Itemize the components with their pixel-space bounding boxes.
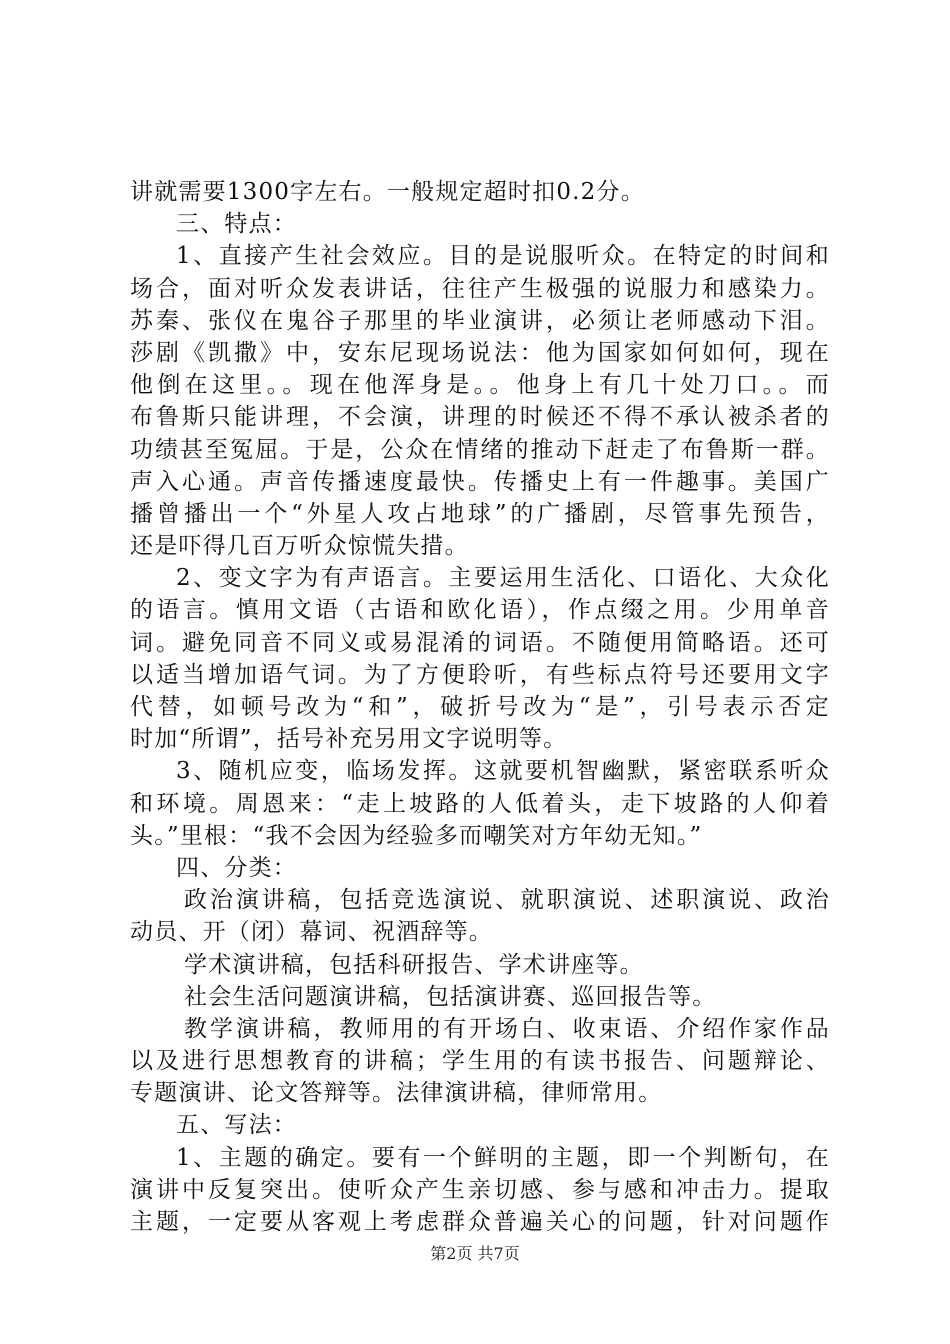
text-line: 1、直接产生社会效应。目的是说服听众。在特定的时间和 — [176, 243, 830, 270]
text-line: 和环境。周恩来：“走上坡路的人低着头，走下坡路的人仰着 — [130, 790, 830, 817]
document-body — [130, 176, 830, 1238]
text-line: 苏秦、张仪在鬼谷子那里的毕业演讲，必须让老师感动下泪。 — [130, 307, 830, 334]
text-line: 2、变文字为有声语言。主要运用生活化、口语化、大众化 — [176, 565, 830, 592]
section-heading-features: 三、特点： — [176, 211, 297, 238]
text-line: 演讲中反复突出。使听众产生亲切感、参与感和冲击力。提取 — [130, 1176, 830, 1203]
text-line: 政治演讲稿，包括竞选演说、就职演说、述职演说、政治 — [184, 887, 830, 914]
text-line: 的语言。慎用文语（古语和欧化语），作点缀之用。少用单音 — [130, 597, 830, 624]
section-heading-classification: 四、分类： — [176, 854, 297, 881]
text-line: 动员、开（闭）幕词、祝酒辞等。 — [130, 919, 493, 946]
text-line: 词。避免同音不同义或易混淆的词语。不随便用简略语。还可 — [130, 629, 830, 656]
text-line: 以适当增加语气词。为了方便聆听，有些标点符号还要用文字 — [130, 661, 830, 688]
text-line: 讲就需要1300字左右。一般规定超时扣0.2分。 — [130, 179, 645, 205]
text-line: 头。”里根：“我不会因为经验多而嘲笑对方年幼无知。” — [130, 822, 703, 849]
text-line: 以及进行思想教育的讲稿；学生用的有读书报告、问题辩论、 — [130, 1048, 830, 1075]
text-line: 还是吓得几百万听众惊慌失措。 — [130, 533, 469, 560]
text-line: 时加“所谓”，括号补充另用文字说明等。 — [130, 726, 568, 753]
text-line: 学术演讲稿，包括科研报告、学术讲座等。 — [184, 951, 644, 978]
text-line: 专题演讲、论文答辩等。法律演讲稿，律师常用。 — [130, 1080, 663, 1107]
text-line: 主题，一定要从客观上考虑群众普遍关心的问题，针对问题作 — [130, 1209, 830, 1235]
text-line: 代替，如顿号改为“和”，破折号改为“是”，引号表示否定 — [130, 694, 830, 720]
text-line: 社会生活问题演讲稿，包括演讲赛、巡回报告等。 — [184, 983, 717, 1010]
text-line: 功绩甚至冤屈。于是，公众在情绪的推动下赶走了布鲁斯一群。 — [130, 436, 830, 463]
text-line: 1、主题的确定。要有一个鲜明的主题，即一个判断句，在 — [176, 1144, 830, 1171]
text-line: 场合，面对听众发表讲话，往往产生极强的说服力和感染力。 — [130, 275, 830, 302]
text-line: 布鲁斯只能讲理，不会演，讲理的时候还不得不承认被杀者的 — [130, 404, 830, 431]
text-line: 教学演讲稿，教师用的有开场白、收束语、介绍作家作品 — [184, 1015, 830, 1042]
section-heading-writing: 五、写法： — [176, 1112, 297, 1139]
text-line: 莎剧《凯撒》中，安东尼现场说法：他为国家如何如何，现在 — [130, 339, 830, 366]
text-line: 声入心通。声音传播速度最快。传播史上有一件趣事。美国广 — [130, 468, 830, 495]
text-line: 他倒在这里。。现在他浑身是。。他身上有几十处刀口。。而 — [130, 372, 830, 399]
page-number-footer: 第2页 共7页 — [430, 1244, 520, 1263]
text-line: 3、随机应变，临场发挥。这就要机智幽默，紧密联系听众 — [176, 758, 830, 785]
text-line: 播曾播出一个“外星人攻占地球”的广播剧，尽管事先预告， — [130, 500, 830, 527]
